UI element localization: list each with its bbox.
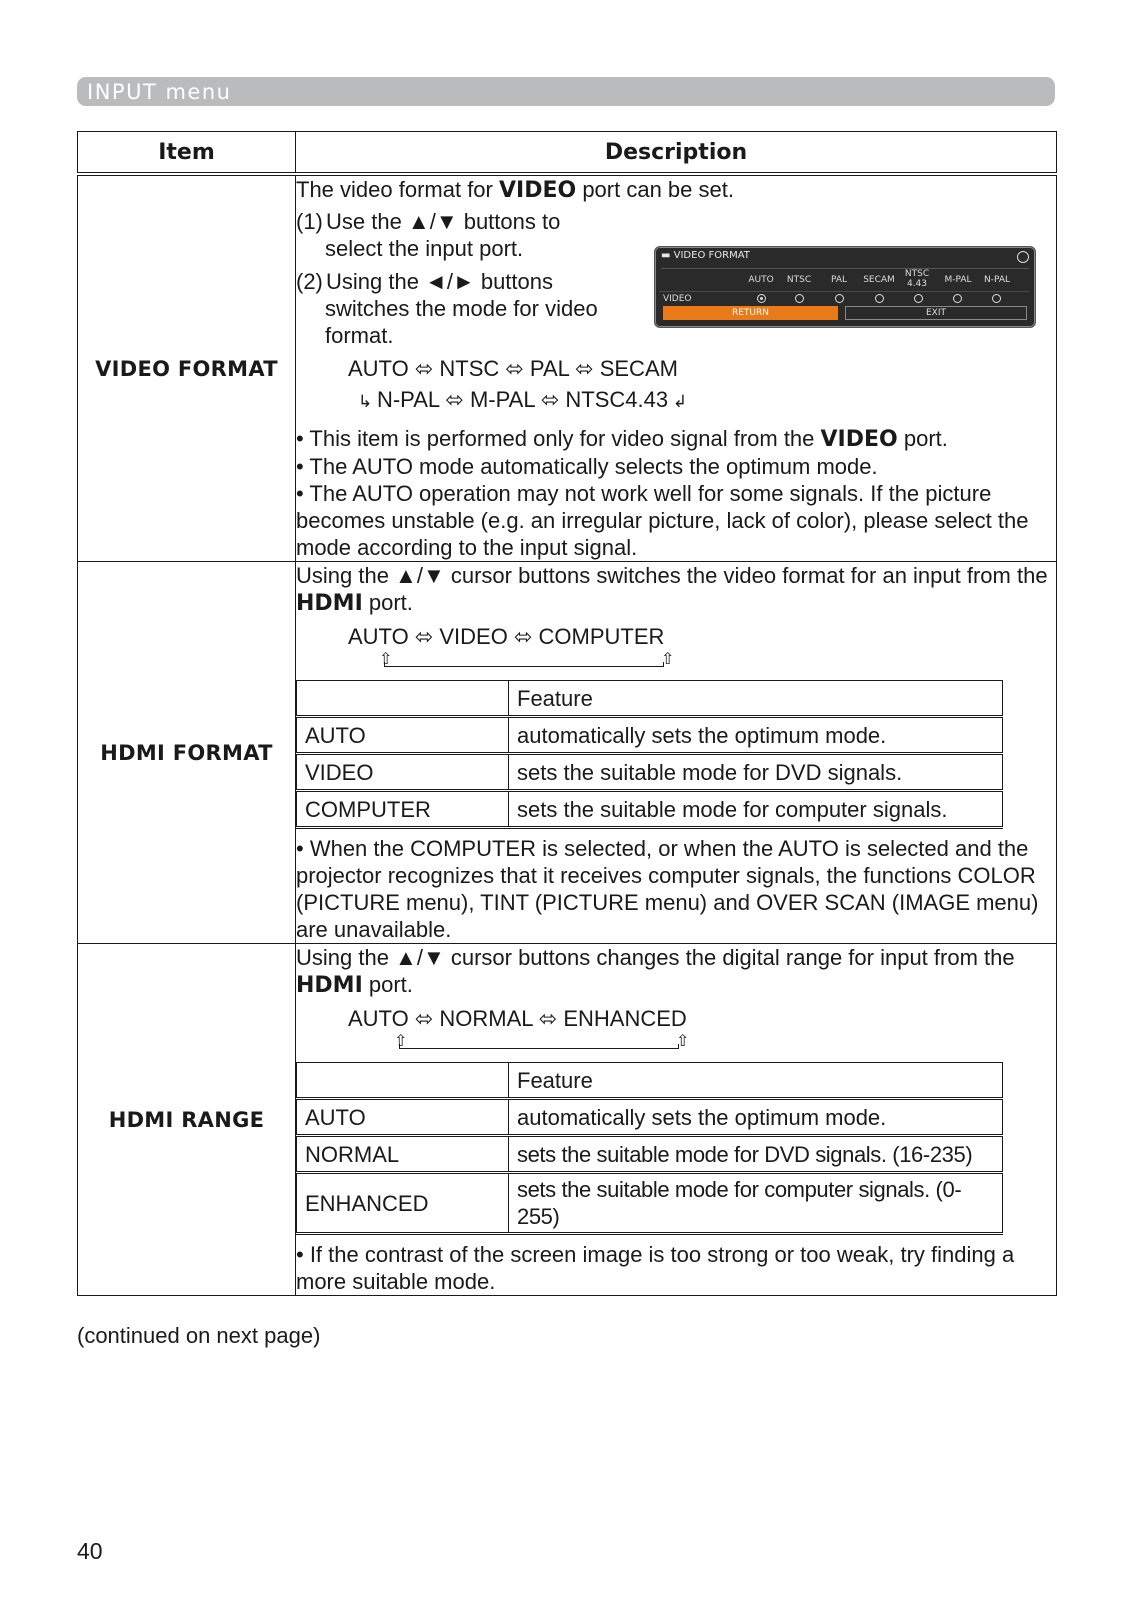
item-hdmi-format: HDMI FORMAT xyxy=(78,562,296,944)
osd-radio xyxy=(875,294,884,303)
hdmi-format-sequence: AUTO ⬄ VIDEO ⬄ COMPUTER xyxy=(348,624,665,649)
step-2: (2) Using the ◄/► buttons xyxy=(296,269,553,294)
video-format-intro: The video format for VIDEO port can be set. xyxy=(296,177,734,203)
table-row xyxy=(78,562,1057,944)
feature-header: Feature xyxy=(509,681,1003,717)
step-1: (1) Use the ▲/▼ buttons to xyxy=(296,209,561,234)
osd-exit-button: EXIT xyxy=(845,306,1027,320)
video-format-osd-screenshot xyxy=(654,246,1036,328)
feature-row: VIDEO sets the suitable mode for DVD signals. xyxy=(297,754,1003,791)
osd-columns: AUTO NTSC PAL SECAM NTSC 4.43 M-PAL N-PAL xyxy=(748,269,1010,289)
loop-back-icon: ↳ xyxy=(358,392,377,411)
osd-title: ▬ VIDEO FORMAT xyxy=(661,250,1029,269)
description-column-header: Description xyxy=(296,132,1057,175)
table-row xyxy=(78,174,1057,562)
osd-video-row: VIDEO xyxy=(659,291,1029,306)
osd-radio xyxy=(835,294,844,303)
hdmi-range-intro: Using the ▲/▼ cursor buttons changes the digital range for input from the HDMI port. xyxy=(296,945,1015,998)
osd-return-button: RETURN xyxy=(663,306,838,320)
hdmi-format-loop-arrow: ⇧ ⇧ xyxy=(379,651,675,668)
table-header-row xyxy=(78,132,1057,175)
table-row xyxy=(78,944,1057,1296)
step-2-cont-2: format. xyxy=(325,323,394,348)
osd-gear-icon xyxy=(1017,251,1029,263)
page-number: 40 xyxy=(77,1538,103,1564)
description-hdmi-format xyxy=(296,562,1057,944)
item-column-header: Item xyxy=(78,132,296,175)
osd-radio xyxy=(953,294,962,303)
feature-row: NORMAL sets the suitable mode for DVD signals. (16-235) xyxy=(297,1136,1003,1173)
loop-return-icon: ↲ xyxy=(668,392,688,411)
step-1-cont: select the input port. xyxy=(325,236,524,261)
item-hdmi-range: HDMI RANGE xyxy=(78,944,296,1296)
feature-header: Feature xyxy=(509,1063,1003,1099)
osd-radio xyxy=(992,294,1001,303)
hdmi-format-feature-table xyxy=(296,680,1003,829)
video-format-note-3: • The AUTO operation may not work well for some signals. If the picture becomes unstable (e.g. an irregular picture, lack of color), please select the mode according to the input signal. xyxy=(296,481,1029,560)
feature-row: ENHANCED sets the suitable mode for computer signals. (0-255) xyxy=(297,1173,1003,1234)
description-hdmi-range xyxy=(296,944,1057,1296)
video-format-note-1: • This item is performed only for video signal from the VIDEO port. xyxy=(296,426,948,452)
video-format-sequence-2: ↳ N-PAL ⬄ M-PAL ⬄ NTSC4.43 ↲ xyxy=(358,387,688,412)
video-format-sequence-1: AUTO ⬄ NTSC ⬄ PAL ⬄ SECAM xyxy=(348,356,678,381)
description-video-format xyxy=(296,174,1057,562)
menu-banner-label: INPUT menu xyxy=(87,80,232,104)
hdmi-range-note: • If the contrast of the screen image is too strong or too weak, try finding a more suitable mode. xyxy=(296,1242,1015,1294)
item-video-format: VIDEO FORMAT xyxy=(78,174,296,562)
osd-radio xyxy=(757,294,766,303)
osd-radio xyxy=(795,294,804,303)
hdmi-format-intro: Using the ▲/▼ cursor buttons switches the video format for an input from the HDMI port. xyxy=(296,563,1048,616)
hdmi-range-sequence: AUTO ⬄ NORMAL ⬄ ENHANCED xyxy=(348,1006,687,1031)
feature-row: AUTO automatically sets the optimum mode. xyxy=(297,717,1003,754)
video-format-note-2: • The AUTO mode automatically selects the optimum mode. xyxy=(296,454,878,479)
feature-row: AUTO automatically sets the optimum mode. xyxy=(297,1099,1003,1136)
menu-banner xyxy=(77,77,1055,106)
osd-radio xyxy=(914,294,923,303)
hdmi-range-loop-arrow: ⇧ ⇧ xyxy=(394,1033,690,1050)
hdmi-range-feature-table xyxy=(296,1062,1003,1235)
feature-row: COMPUTER sets the suitable mode for computer signals. xyxy=(297,791,1003,828)
step-2-cont: switches the mode for video xyxy=(325,296,598,321)
hdmi-format-note: • When the COMPUTER is selected, or when the AUTO is selected and the projector recognizes that it receives computer signals, the functions COLOR (PICTURE menu), TINT (PICTURE menu) and OVER SCAN (IMAGE menu) are unavailable. xyxy=(296,836,1039,942)
continued-note: (continued on next page) xyxy=(77,1323,321,1348)
